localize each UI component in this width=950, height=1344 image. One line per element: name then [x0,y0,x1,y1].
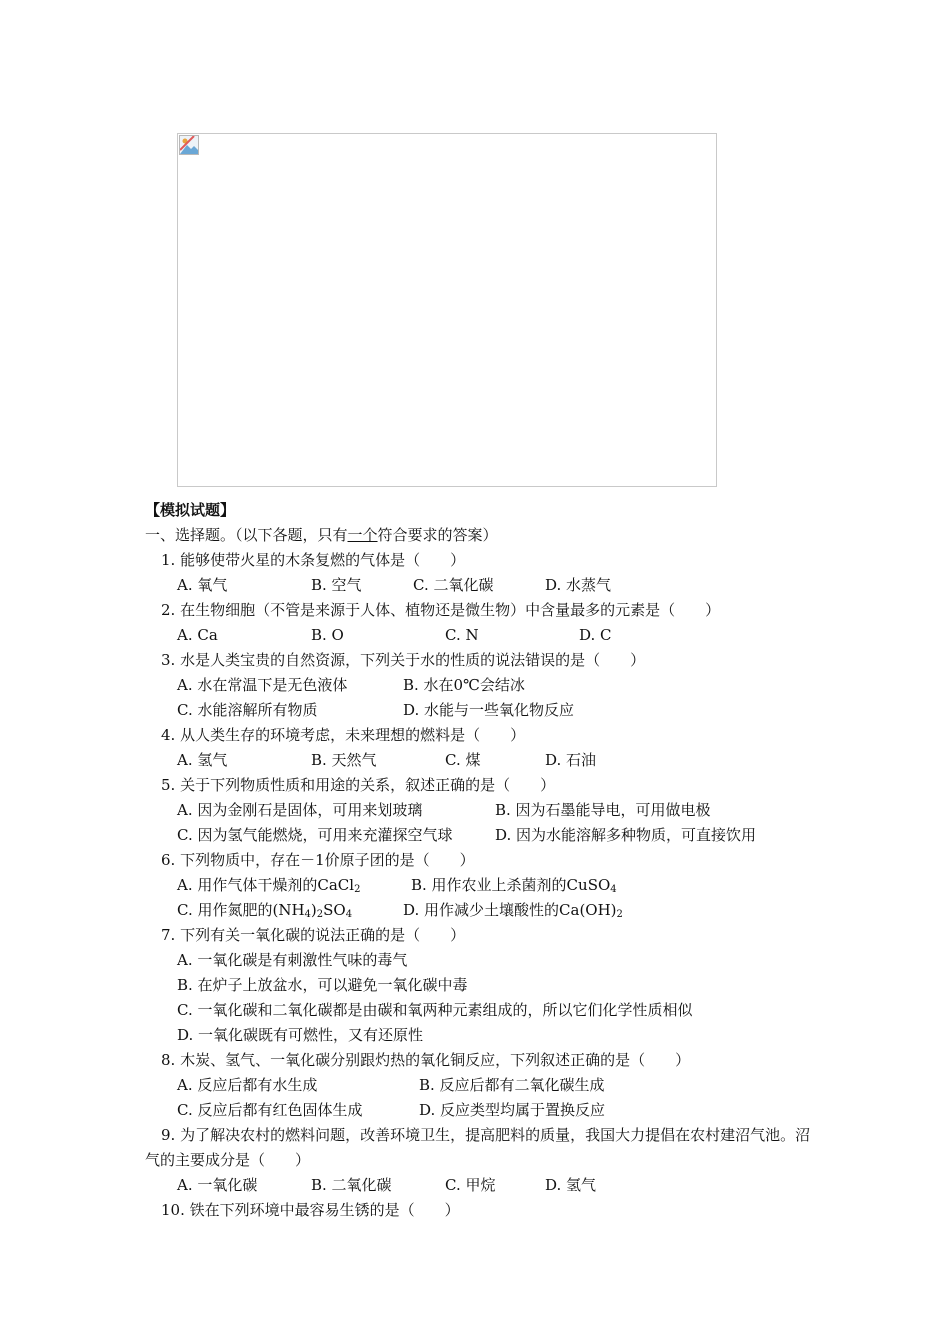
option-c: C. 水能溶解所有物质 [177,701,318,719]
option-c: C. N [445,626,479,644]
section-heading: 【模拟试题】 [145,501,236,519]
underlined-text: 一个 [347,526,378,544]
option-b: B. 水在0℃会结冰 [403,676,525,694]
option-b: B. 反应后都有二氧化碳生成 [419,1076,605,1094]
option-b: B. 因为石墨能导电，可用做电极 [495,801,711,819]
question-2: 2. 在生物细胞（不管是来源于人体、植物还是微生物）中含量最多的元素是（ ） [161,601,721,619]
question-1-options [145,573,815,598]
question-1: 1. 能够使带火星的木条复燃的气体是（ ） [161,551,466,569]
image-placeholder [177,133,717,487]
option-d: D. 水能与一些氧化物反应 [403,701,575,719]
option-d: D. 水蒸气 [545,576,612,594]
section-title: 一、选择题。（以下各题，只有一个符合要求的答案） [145,526,498,544]
question-3-options-ab [145,673,815,698]
option-d: D. 反应类型均属于置换反应 [419,1101,606,1119]
question-9: 9. 为了解决农村的燃料问题，改善环境卫生，提高肥料的质量，我国大力提倡在农村建沼气池。沼气的主要成分是（ ） [145,1126,811,1169]
option-b: B. 在炉子上放盆水，可以避免一氧化碳中毒 [177,976,468,994]
question-7: 7. 下列有关一氧化碳的说法正确的是（ ） [161,926,466,944]
question-6-options-cd [145,898,815,923]
option-d: D. 用作减少土壤酸性的$Ca(OH)_2$ [403,901,623,920]
option-b: B. 空气 [311,576,362,594]
question-3-options-cd [145,698,815,723]
option-d: D. C [579,626,612,644]
question-6: 6. 下列物质中，存在－1价原子团的是（ ） [161,851,475,869]
option-c: C. 煤 [445,751,481,769]
exam-content [145,498,815,1223]
option-a: A. 用作气体干燥剂的CaCl$_2$ [177,876,361,895]
option-a: A. 因为金刚石是固体，可用来划玻璃 [177,801,423,819]
question-8: 8. 木炭、氢气、一氧化碳分别跟灼热的氧化铜反应，下列叙述正确的是（ ） [161,1051,691,1069]
option-a: A. 氢气 [177,751,228,769]
question-4-options [145,748,815,773]
question-10: 10. 铁在下列环境中最容易生锈的是（ ） [161,1201,460,1219]
option-b: B. 二氧化碳 [311,1176,392,1194]
question-5: 5. 关于下列物质性质和用途的关系，叙述正确的是（ ） [161,776,556,794]
question-5-options-cd [145,823,815,848]
option-c: C. 二氧化碳 [413,576,494,594]
option-b: B. 用作农业上杀菌剂的CuSO$_4$ [411,876,617,895]
question-3: 3. 水是人类宝贵的自然资源，下列关于水的性质的说法错误的是（ ） [161,651,646,669]
option-c: C. 用作氮肥的$(NH_4)_2SO_4$ [177,901,353,920]
option-d: D. 因为水能溶解多种物质，可直接饮用 [495,826,757,844]
option-a: A. Ca [177,626,218,644]
option-b: B. 天然气 [311,751,377,769]
option-d: D. 石油 [545,751,597,769]
question-2-options [145,623,815,648]
question-4: 4. 从人类生存的环境考虑，未来理想的燃料是（ ） [161,726,526,744]
option-a: A. 一氧化碳是有刺激性气味的毒气 [177,951,408,969]
question-9-options [145,1173,815,1198]
question-8-options-ab [145,1073,815,1098]
question-6-options-ab [145,873,815,898]
question-5-options-ab [145,798,815,823]
option-c: C. 反应后都有红色固体生成 [177,1101,363,1119]
option-a: A. 反应后都有水生成 [177,1076,318,1094]
option-a: A. 一氧化碳 [177,1176,258,1194]
question-8-options-cd [145,1098,815,1123]
broken-image-icon [179,135,199,155]
option-c: C. 甲烷 [445,1176,496,1194]
option-b: B. O [311,626,344,644]
option-c: C. 因为氢气能燃烧，可用来充灌探空气球 [177,826,453,844]
option-a: A. 水在常温下是无色液体 [177,676,348,694]
option-a: A. 氧气 [177,576,228,594]
option-d: D. 氢气 [545,1176,597,1194]
option-d: D. 一氧化碳既有可燃性，又有还原性 [177,1026,424,1044]
option-c: C. 一氧化碳和二氧化碳都是由碳和氧两种元素组成的，所以它们化学性质相似 [177,1001,693,1019]
